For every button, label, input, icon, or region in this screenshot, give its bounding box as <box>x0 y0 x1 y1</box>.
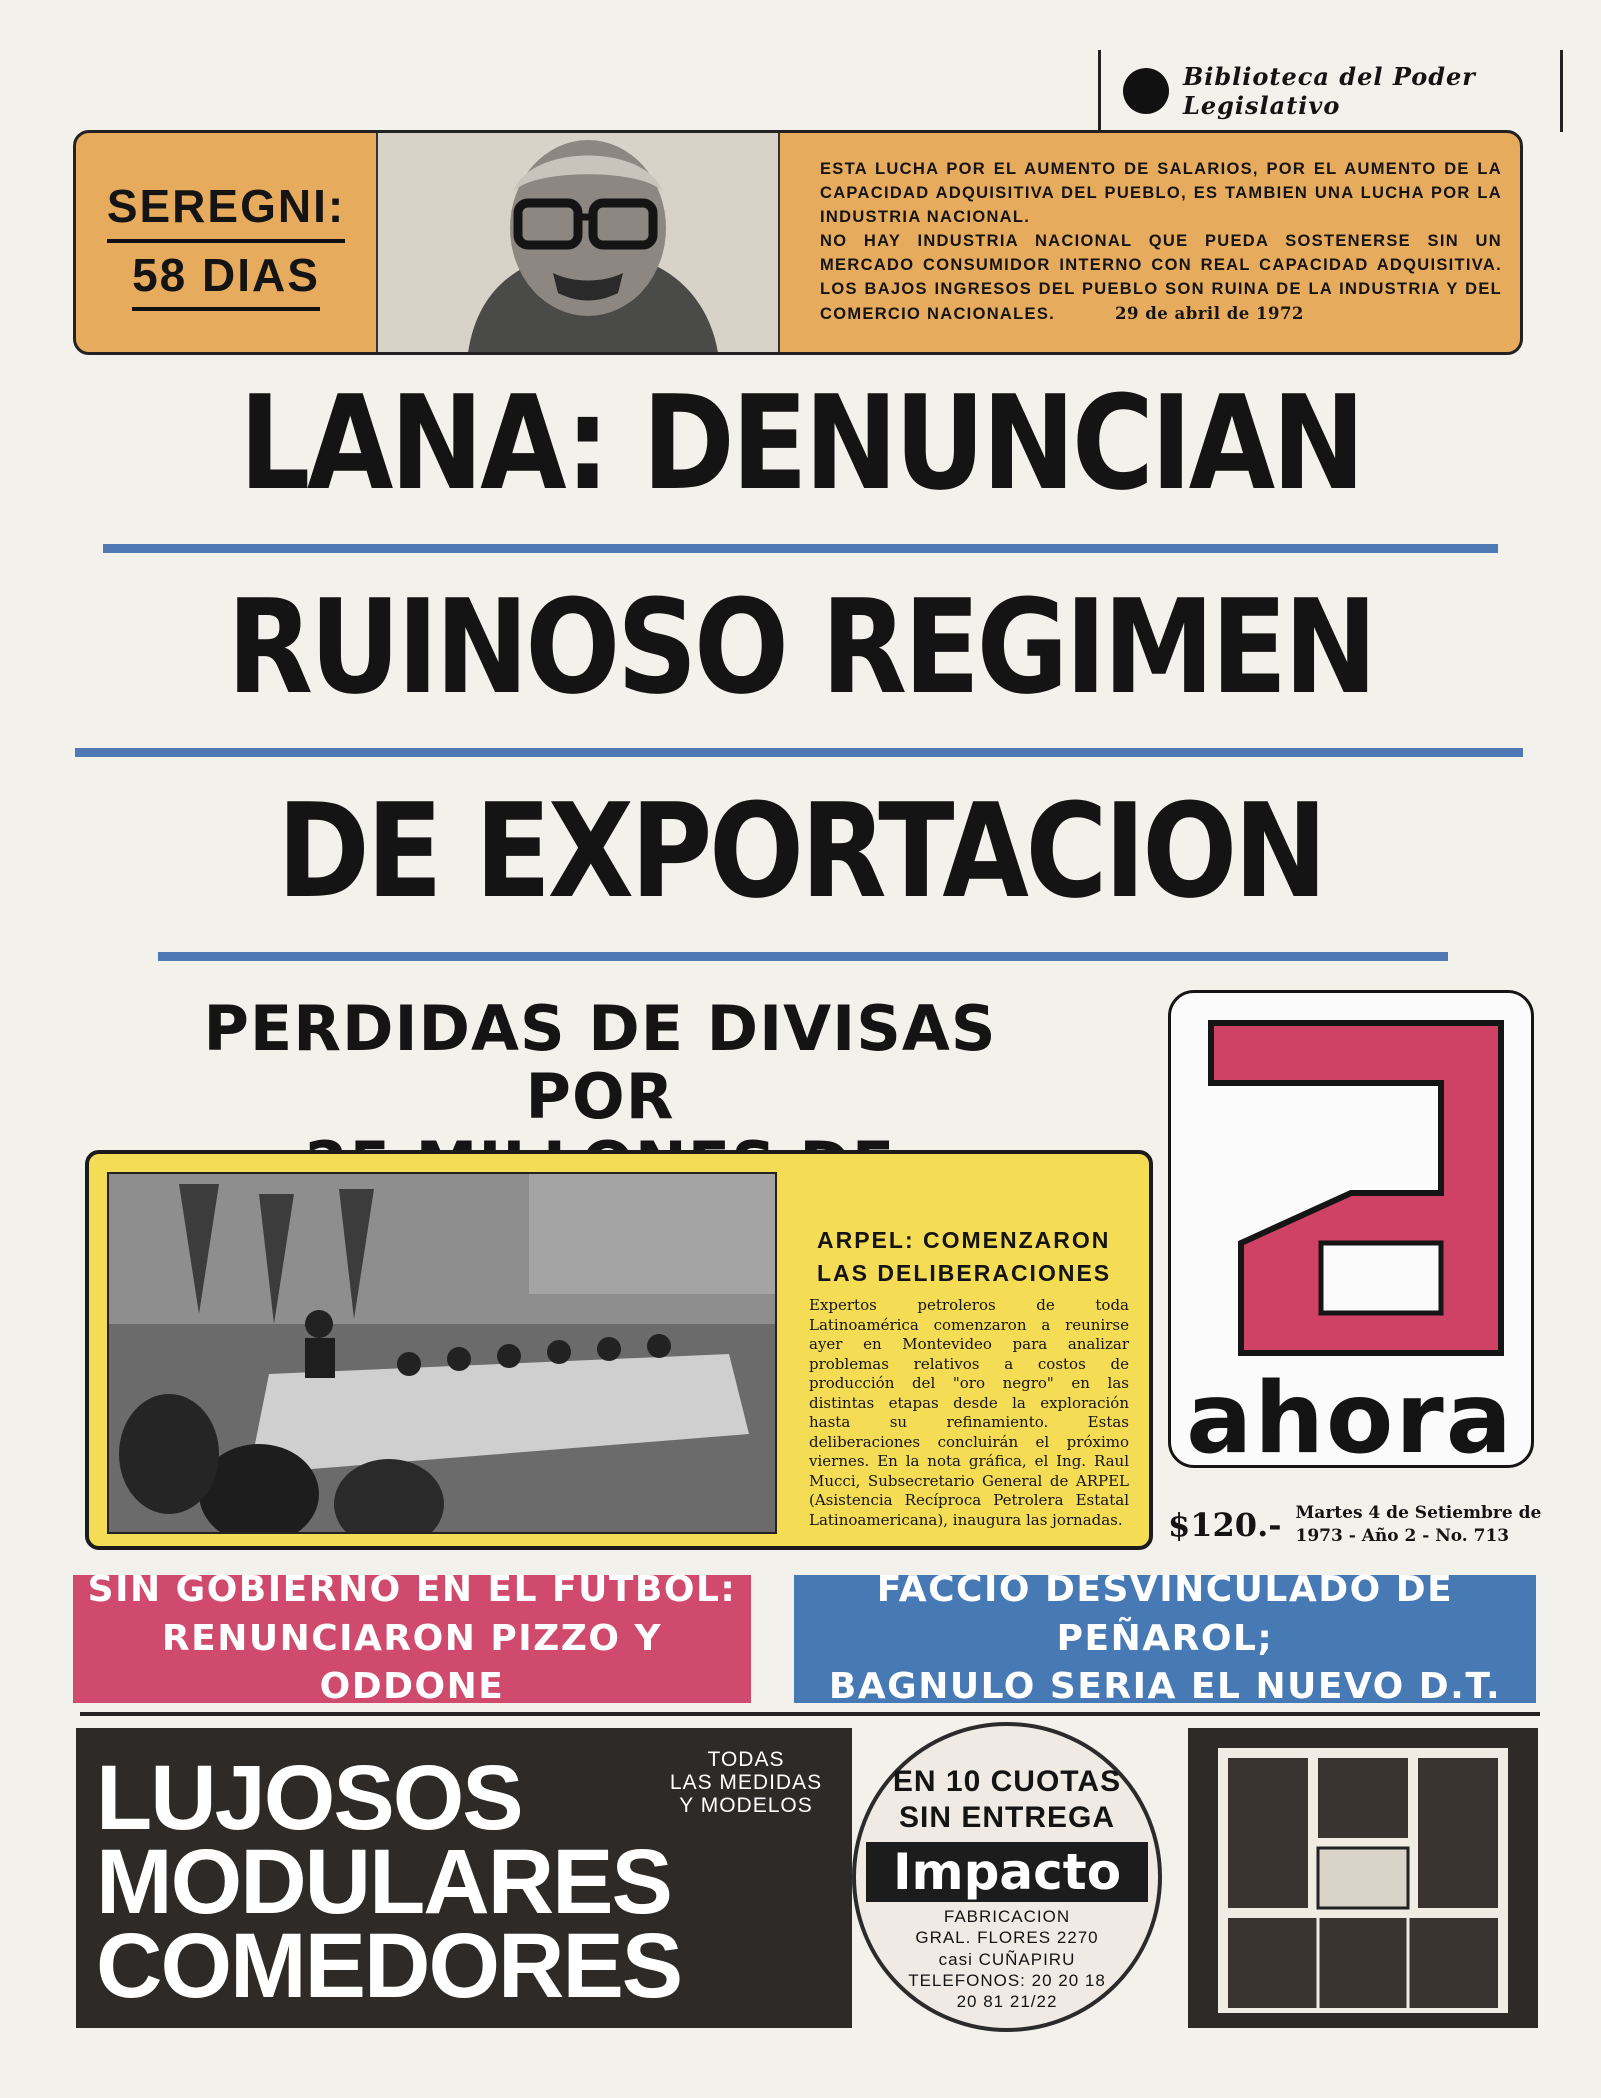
ad-headline-1: LUJOSOS <box>96 1747 522 1849</box>
furniture-image <box>1188 1728 1538 2028</box>
sports-left-line-1: SIN GOBIERNO EN EL FUTBOL: <box>87 1569 737 1611</box>
seregni-quote <box>780 158 1520 326</box>
ad-tagline-3: Y MODELOS <box>679 1794 813 1818</box>
quote-paragraph-2 <box>820 230 1502 327</box>
furniture-ad <box>76 1728 852 2028</box>
ad-tagline <box>656 1748 836 1817</box>
issue-date <box>1295 1502 1541 1548</box>
impacto-offer-1: EN 10 CUOTAS <box>892 1765 1122 1798</box>
impacto-brand: Impacto <box>866 1842 1148 1902</box>
library-stamp <box>1098 50 1563 132</box>
issue-date-line-1: Martes 4 de Setiembre de <box>1295 1503 1542 1524</box>
impacto-offer-2: SIN ENTREGA <box>898 1801 1116 1834</box>
arpel-story <box>85 1150 1153 1550</box>
headline-rule-2 <box>75 748 1523 757</box>
cabinet-icon <box>1188 1728 1538 2028</box>
section-divider <box>80 1712 1540 1716</box>
seregni-title-line2: 58 DIAS <box>132 243 320 311</box>
seregni-banner <box>73 130 1523 355</box>
subheadline-line-1: PERDIDAS DE DIVISAS POR <box>203 992 997 1134</box>
seal-icon <box>1123 68 1169 114</box>
impacto-address-1: GRAL. FLORES 2270 <box>915 1928 1099 1948</box>
seregni-title-line1: SEREGNI: <box>107 174 345 242</box>
impacto-offer <box>856 1764 1158 1836</box>
arpel-title-line-2: LAS DELIBERACIONES <box>817 1260 1112 1287</box>
price: $120.- <box>1168 1506 1282 1544</box>
quote-paragraph-2-text: NO HAY INDUSTRIA NACIONAL QUE PUEDA SOSTENERSE SIN UN MERCADO CONSUMIDOR INTERNO CON REAL CAPACIDAD ADQUISITIVA. LOS BAJOS INGRESOS DEL PUEBLO SON RUINA DE LA INDUSTRIA Y DEL COMERCIO NACIONALES. <box>820 232 1502 323</box>
seregni-title <box>76 174 376 311</box>
ahora-wordmark: ahora <box>1186 1362 1514 1476</box>
impacto-badge <box>852 1722 1162 2032</box>
meeting-photo <box>109 1174 775 1532</box>
stamp-text: Biblioteca del Poder Legislativo <box>1183 62 1476 120</box>
ad-tagline-2: LAS MEDIDAS <box>669 1771 823 1795</box>
quote-date: 29 de abril de 1972 <box>1115 303 1304 323</box>
headline-line-2: RUINOSO REGIMEN <box>227 571 1374 723</box>
ad-headline-2: MODULARES <box>96 1831 671 1933</box>
ad-headline-3: COMEDORES <box>96 1915 682 2017</box>
issue-info <box>1168 1490 1548 1560</box>
ad-tagline-1: TODAS <box>707 1748 785 1771</box>
headline-line-1: LANA: DENUNCIAN <box>239 367 1362 519</box>
impacto-fab: FABRICACION <box>943 1907 1071 1926</box>
arpel-title-line-1: ARPEL: COMENZARON <box>817 1227 1111 1253</box>
impacto-address-2: casi CUÑAPIRU <box>938 1949 1076 1969</box>
impacto-phone-1: TELEFONOS: 20 20 18 <box>908 1970 1106 1990</box>
sports-right-line-1: FACCIO DESVINCULADO DE PEÑAROL; <box>876 1569 1454 1659</box>
sports-right-line-2: BAGNULO SERIA EL NUEVO D.T. <box>828 1666 1502 1708</box>
quote-paragraph-1: ESTA LUCHA POR EL AUMENTO DE SALARIOS, POR EL AUMENTO DE LA CAPACIDAD ADQUISITIVA DEL PUEBLO, ES TAMBIEN UNA LUCHA POR LA INDUSTRIA NACIONAL. <box>820 160 1502 227</box>
headline-line-3: DE EXPORTACION <box>277 775 1324 927</box>
arpel-title <box>817 1224 1117 1291</box>
arpel-body: Expertos petroleros de toda Latinoamérica comenzaron a reunirse ayer en Montevideo para analizar problemas relativos a costos de producción del "oro negro" en las distintas etapas desde la exploración hasta su refinamiento. Estas deliberaciones concluirán el próximo viernes. En la nota gráfica, el Ing. Raul Mucci, Subsecretario General de ARPEL (Asistencia Recíproca Petrolera Estatal Latinoamericana), inaugura las jornadas. <box>809 1296 1129 1529</box>
sports-story-right <box>794 1569 1536 1708</box>
headline-rule-3 <box>158 952 1448 961</box>
impacto-phone-2: 20 81 21/22 <box>956 1992 1058 2011</box>
impacto-details <box>856 1906 1158 2012</box>
sports-left-line-2: RENUNCIARON PIZZO Y ODDONE <box>161 1617 663 1708</box>
headline-rule-1 <box>103 544 1498 553</box>
sports-story-left <box>73 1569 751 1708</box>
issue-date-line-2: 1973 - Año 2 - No. 713 <box>1295 1526 1510 1546</box>
arpel-photo <box>107 1172 777 1534</box>
seregni-portrait <box>376 133 780 353</box>
portrait-image <box>378 133 778 353</box>
